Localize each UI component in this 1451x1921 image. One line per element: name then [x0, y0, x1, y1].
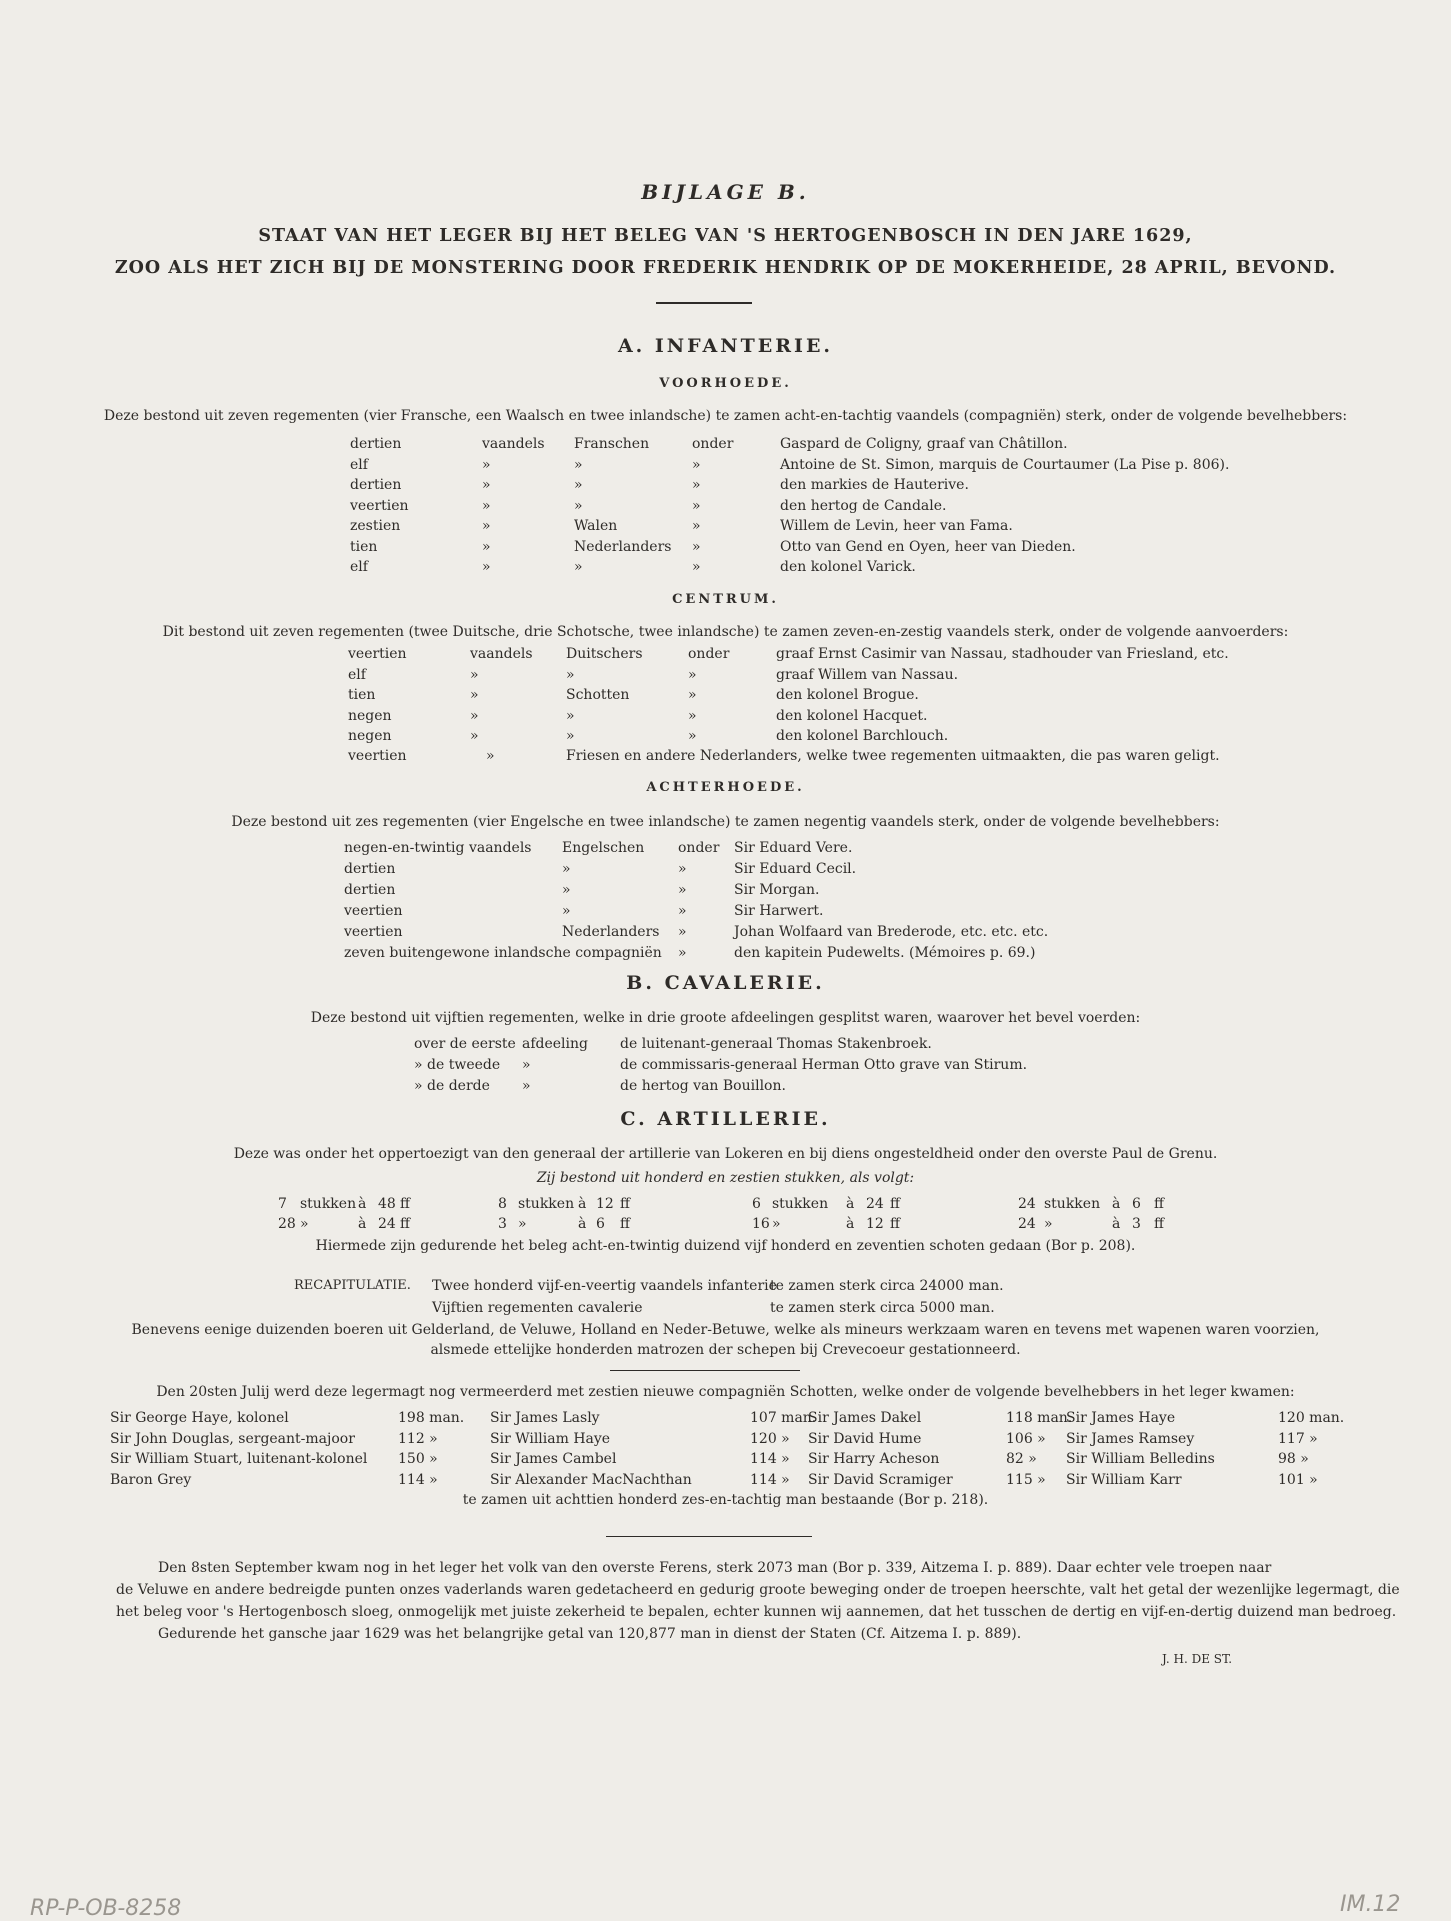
header-divider [656, 302, 752, 304]
table-cell: » [470, 728, 479, 744]
section-heading-infanterie: A. INFANTERIE. [617, 335, 834, 357]
table-cell: dertien [344, 882, 396, 898]
table-cell: Duitschers [566, 646, 643, 662]
table-cell: 24 [866, 1196, 884, 1212]
artillerie-shots: Hiermede zijn gedurende het beleg acht-en-twintig duizend vijf honderd en zeventien schoten gedaan (Bor p. 208). [315, 1238, 1136, 1254]
table-cell: à [1112, 1196, 1121, 1212]
schotten-total: te zamen uit achttien honderd zes-en-tachtig man bestaande (Bor p. 218). [462, 1492, 989, 1508]
subsection-heading-voorhoede: VOORHOEDE. [659, 376, 792, 391]
table-cell: » [562, 861, 571, 877]
table-cell: » [562, 882, 571, 898]
table-cell: » [692, 559, 701, 575]
table-cell: Schotten [566, 687, 630, 703]
commander-name: Sir James Dakel [808, 1410, 922, 1426]
table-cell: Nederlanders [574, 538, 672, 555]
commander-name: Sir James Ramsey [1066, 1430, 1195, 1447]
table-cell: afdeeling [522, 1036, 588, 1052]
subsection-heading-achterhoede: ACHTERHOEDE. [646, 780, 805, 795]
table-cell: » de tweede [414, 1057, 501, 1073]
table-cell: den kolonel Barchlouch. [776, 728, 949, 744]
table-cell: over de eerste [414, 1036, 516, 1052]
table-cell: Nederlanders [562, 924, 660, 940]
table-cell: den kolonel Hacquet. [776, 707, 928, 724]
table-cell: de commissaris-generaal Herman Otto grave van Stirum. [620, 1057, 1028, 1073]
achterhoede-intro: Deze bestond uit zes regementen (vier Engelsche en twee inlandsche) te zamen negentig vaandels sterk, onder de volgende bevelhebbers: [231, 814, 1220, 830]
table-cell: » [300, 1216, 309, 1232]
table-cell: Johan Wolfaard van Brederode, etc. etc. etc. [734, 924, 1049, 940]
table-cell: » [692, 538, 701, 555]
table-cell: stukken [772, 1196, 829, 1212]
table-cell: » [470, 687, 479, 703]
table-cell: » [522, 1057, 531, 1073]
table-cell: den kolonel Varick. [780, 559, 916, 575]
table-cell: à [358, 1196, 367, 1212]
table-cell: » [688, 687, 697, 703]
table-cell: Sir Harwert. [734, 903, 824, 919]
table-cell: veertien [348, 748, 407, 764]
table-cell: » de derde [414, 1078, 490, 1094]
table-cell: elf [348, 666, 366, 683]
table-cell: » [688, 707, 697, 724]
table-cell: » [574, 456, 583, 473]
table-cell: » [688, 728, 697, 744]
table-cell: » [678, 924, 687, 940]
signature: J. H. DE ST. [1162, 1652, 1233, 1666]
table-cell: » [678, 945, 687, 961]
table-cell: Engelschen [562, 840, 645, 856]
table-cell: » [562, 903, 571, 919]
table-cell: » [692, 497, 701, 514]
table-cell: » [574, 559, 583, 575]
table-cell: » [692, 456, 701, 473]
company-strength: 120 » [750, 1430, 790, 1447]
table-cell: à [578, 1216, 587, 1232]
table-cell: » [1044, 1216, 1053, 1232]
table-cell: 6 [596, 1216, 605, 1232]
company-strength: 82 » [1006, 1451, 1037, 1467]
company-strength: 198 man. [398, 1410, 465, 1426]
table-cell: à [846, 1196, 855, 1212]
commander-name: Sir James Haye [1066, 1410, 1176, 1426]
page-title: BIJLAGE B. [641, 180, 810, 204]
table-cell: 8 [498, 1196, 507, 1212]
table-cell: stukken [518, 1196, 575, 1212]
table-cell: 3 [1132, 1216, 1141, 1232]
table-cell: 16 [752, 1216, 770, 1232]
table-cell: » [574, 477, 583, 493]
cavalerie-intro: Deze bestond uit vijftien regementen, welke in drie groote afdeelingen gesplitst waren, waarover het bevel voerden: [310, 1010, 1141, 1026]
table-cell: 12 [866, 1216, 884, 1232]
table-cell: » [522, 1078, 531, 1094]
table-cell: » [678, 903, 687, 919]
table-cell: ff [620, 1196, 630, 1212]
table-cell: 28 [278, 1216, 296, 1232]
table-cell: elf [350, 559, 368, 575]
table-cell: zeven buitengewone inlandsche compagniën [344, 945, 662, 961]
table-cell: 24 [1018, 1216, 1036, 1232]
commander-name: Sir James Lasly [490, 1410, 600, 1426]
table-cell: à [846, 1216, 855, 1232]
table-cell: 24 [378, 1216, 396, 1232]
table-cell: graaf Ernst Casimir van Nassau, stadhouder van Friesland, etc. [776, 646, 1229, 662]
recap-line-4: alsmede ettelijke honderden matrozen der schepen bij Crevecoeur gestationneerd. [430, 1342, 1021, 1358]
table-cell: vaandels [470, 646, 533, 662]
company-strength: 118 man. [1006, 1410, 1073, 1426]
company-strength: 114 » [398, 1471, 438, 1488]
table-cell: ff [890, 1196, 900, 1212]
company-strength: 98 » [1278, 1451, 1309, 1467]
table-cell: Gaspard de Coligny, graaf van Châtillon. [780, 436, 1068, 452]
company-strength: 114 » [750, 1451, 790, 1467]
company-strength: 150 » [398, 1451, 438, 1467]
company-strength: 114 » [750, 1471, 790, 1488]
company-strength: 112 » [398, 1430, 438, 1447]
table-cell: » [482, 518, 491, 534]
table-cell: negen [348, 707, 392, 724]
table-cell: » [678, 861, 687, 877]
closing-line-2: de Veluwe en andere bedreigde punten onzes vaderlands waren gedetacheerd en gedurig groote beweging onder de troepen heerschte, valt het getal der wezenlijke legermagt, die [116, 1582, 1400, 1598]
commander-name: Sir William Haye [490, 1430, 611, 1447]
divider [606, 1536, 812, 1537]
table-cell: Sir Morgan. [734, 882, 820, 898]
table-cell: zestien [350, 518, 401, 534]
table-cell: » [692, 477, 701, 493]
table-cell: » [482, 538, 491, 555]
recap-line-2-right: te zamen sterk circa 5000 man. [770, 1300, 995, 1316]
table-cell: den kolonel Brogue. [776, 687, 919, 703]
commander-name: Sir William Belledins [1066, 1451, 1215, 1467]
table-cell: à [358, 1216, 367, 1232]
table-cell: 7 [278, 1196, 287, 1212]
table-cell: stukken [300, 1196, 357, 1212]
table-cell: Antoine de St. Simon, marquis de Courtaumer (La Pise p. 806). [780, 456, 1230, 473]
table-cell: 6 [1132, 1196, 1141, 1212]
table-cell: » [486, 748, 495, 764]
table-cell: den kapitein Pudewelts. (Mémoires p. 69.) [734, 945, 1036, 961]
table-cell: » [482, 559, 491, 575]
table-cell: ff [1154, 1196, 1164, 1212]
company-strength: 120 man. [1278, 1410, 1345, 1426]
table-cell: veertien [348, 646, 407, 662]
table-cell: Friesen en andere Nederlanders, welke twee regementen uitmaakten, die pas waren geligt. [566, 748, 1220, 764]
table-cell: Sir Eduard Cecil. [734, 861, 857, 877]
table-cell: ff [400, 1216, 410, 1232]
table-cell: » [566, 666, 575, 683]
table-cell: elf [350, 456, 368, 473]
company-strength: 101 » [1278, 1471, 1318, 1488]
schotten-intro: Den 20sten Julij werd deze legermagt nog vermeerderd met zestien nieuwe compagniën Schotten, welke onder de volgende bevelhebbers in het leger kwamen: [156, 1384, 1295, 1400]
company-strength: 115 » [1006, 1471, 1046, 1488]
table-cell: 6 [752, 1196, 761, 1212]
table-cell: 48 [378, 1196, 396, 1212]
closing-line-4: Gedurende het gansche jaar 1629 was het belangrijke getal van 120,877 man in dienst der Staten (Cf. Aitzema I. p. 889). [158, 1626, 1022, 1642]
table-cell: onder [692, 436, 734, 452]
table-cell: » [688, 666, 697, 683]
commander-name: Sir Alexander MacNachthan [490, 1471, 692, 1488]
artillerie-composition: Zij bestond uit honderd en zestien stukken, als volgt: [536, 1170, 915, 1186]
table-cell: negen [348, 728, 392, 744]
table-cell: » [482, 497, 491, 514]
table-cell: » [772, 1216, 781, 1232]
recap-line-3: Benevens eenige duizenden boeren uit Gelderland, de Veluwe, Holland en Neder-Betuwe, welke als mineurs werkzaam waren en tevens met wapenen waren voorzien, [131, 1322, 1320, 1338]
table-cell: 3 [498, 1216, 507, 1232]
table-cell: veertien [344, 924, 403, 940]
table-cell: veertien [344, 903, 403, 919]
table-cell: ff [620, 1216, 630, 1232]
commander-name: Sir David Scramiger [808, 1471, 953, 1488]
table-cell: dertien [350, 436, 402, 452]
section-heading-cavalerie: B. CAVALERIE. [626, 972, 825, 994]
table-cell: Walen [574, 518, 618, 534]
table-cell: à [1112, 1216, 1121, 1232]
table-cell: » [692, 518, 701, 534]
table-cell: tien [350, 538, 378, 555]
table-cell: ff [400, 1196, 410, 1212]
recap-line-1-left: Twee honderd vijf-en-veertig vaandels infanterie [432, 1278, 777, 1294]
table-cell: tien [348, 687, 376, 703]
page-subtitle-line-2: ZOO ALS HET ZICH BIJ DE MONSTERING DOOR FREDERIK HENDRIK OP DE MOKERHEIDE, 28 APRIL, BEVOND. [114, 258, 1337, 278]
closing-line-1: Den 8sten September kwam nog in het leger het volk van den overste Ferens, sterk 2073 man (Bor p. 339, Aitzema I. p. 889). Daar echter vele troepen naar [158, 1560, 1272, 1576]
table-cell: de luitenant-generaal Thomas Stakenbroek. [620, 1036, 932, 1052]
table-cell: Otto van Gend en Oyen, heer van Dieden. [780, 538, 1076, 555]
table-cell: Willem de Levin, heer van Fama. [780, 518, 1013, 534]
commander-name: Sir John Douglas, sergeant-majoor [110, 1430, 355, 1447]
voorhoede-intro: Deze bestond uit zeven regementen (vier Fransche, een Waalsch en twee inlandsche) te zamen acht-en-tachtig vaandels (compagniën) sterk, onder de volgende bevelhebbers: [103, 408, 1348, 424]
recap-line-2-left: Vijftien regementen cavalerie [432, 1300, 643, 1316]
company-strength: 106 » [1006, 1430, 1046, 1447]
table-cell: à [578, 1196, 587, 1212]
table-cell: » [678, 882, 687, 898]
table-cell: negen-en-twintig vaandels [344, 840, 532, 856]
table-cell: onder [688, 646, 730, 662]
company-strength: 117 » [1278, 1430, 1318, 1447]
commander-name: Sir George Haye, kolonel [110, 1410, 289, 1426]
table-cell: Franschen [574, 436, 650, 452]
table-cell: » [566, 707, 575, 724]
section-heading-artillerie: C. ARTILLERIE. [620, 1108, 831, 1130]
table-cell: Sir Eduard Vere. [734, 840, 853, 856]
recap-line-1-right: te zamen sterk circa 24000 man. [770, 1278, 1004, 1294]
table-cell: » [482, 477, 491, 493]
table-cell: graaf Willem van Nassau. [776, 666, 959, 683]
commander-name: Sir James Cambel [490, 1451, 617, 1467]
table-cell: dertien [350, 477, 402, 493]
commander-name: Sir William Karr [1066, 1471, 1182, 1488]
table-cell: vaandels [482, 436, 545, 452]
table-cell: dertien [344, 861, 396, 877]
commander-name: Baron Grey [110, 1471, 192, 1488]
centrum-intro: Dit bestond uit zeven regementen (twee Duitsche, drie Schotsche, twee inlandsche) te zamen zeven-en-zestig vaandels sterk, onder de volgende aanvoerders: [162, 624, 1289, 640]
table-cell: ff [890, 1216, 900, 1232]
commander-name: Sir David Hume [808, 1430, 922, 1447]
table-cell: onder [678, 840, 720, 856]
table-cell: ff [1154, 1216, 1164, 1232]
table-cell: 12 [596, 1196, 614, 1212]
subsection-heading-centrum: CENTRUM. [672, 592, 779, 607]
table-cell: » [470, 707, 479, 724]
commander-name: Sir Harry Acheson [808, 1451, 940, 1467]
catalog-number-handwritten: RP-P-OB-8258 [30, 1896, 182, 1921]
commander-name: Sir William Stuart, luitenant-kolonel [110, 1451, 368, 1467]
company-strength: 107 man. [750, 1410, 817, 1426]
table-cell: stukken [1044, 1196, 1101, 1212]
inventory-mark-handwritten: IM.12 [1340, 1892, 1401, 1917]
table-cell: den hertog de Candale. [780, 497, 947, 514]
recapitulatie-label: RECAPITULATIE. [294, 1278, 411, 1293]
table-cell: veertien [350, 497, 409, 514]
table-cell: » [470, 666, 479, 683]
artillerie-intro: Deze was onder het oppertoezigt van den generaal der artillerie van Lokeren en bij diens ongesteldheid onder den overste Paul de Grenu. [233, 1146, 1218, 1162]
table-cell: de hertog van Bouillon. [620, 1078, 786, 1094]
table-cell: » [518, 1216, 527, 1232]
closing-line-3: het beleg voor 's Hertogenbosch sloeg, onmogelijk met juiste zekerheid te bepalen, echter kunnen wij aannemen, dat het tusschen de dertig en vijf-en-dertig duizend man bedroeg. [116, 1604, 1397, 1620]
page-subtitle-line-1: STAAT VAN HET LEGER BIJ HET BELEG VAN 'S HERTOGENBOSCH IN DEN JARE 1629, [258, 226, 1193, 246]
divider [610, 1370, 800, 1371]
table-cell: 24 [1018, 1196, 1036, 1212]
table-cell: den markies de Hauterive. [780, 477, 969, 493]
table-cell: » [482, 456, 491, 473]
table-cell: » [574, 497, 583, 514]
table-cell: » [566, 728, 575, 744]
